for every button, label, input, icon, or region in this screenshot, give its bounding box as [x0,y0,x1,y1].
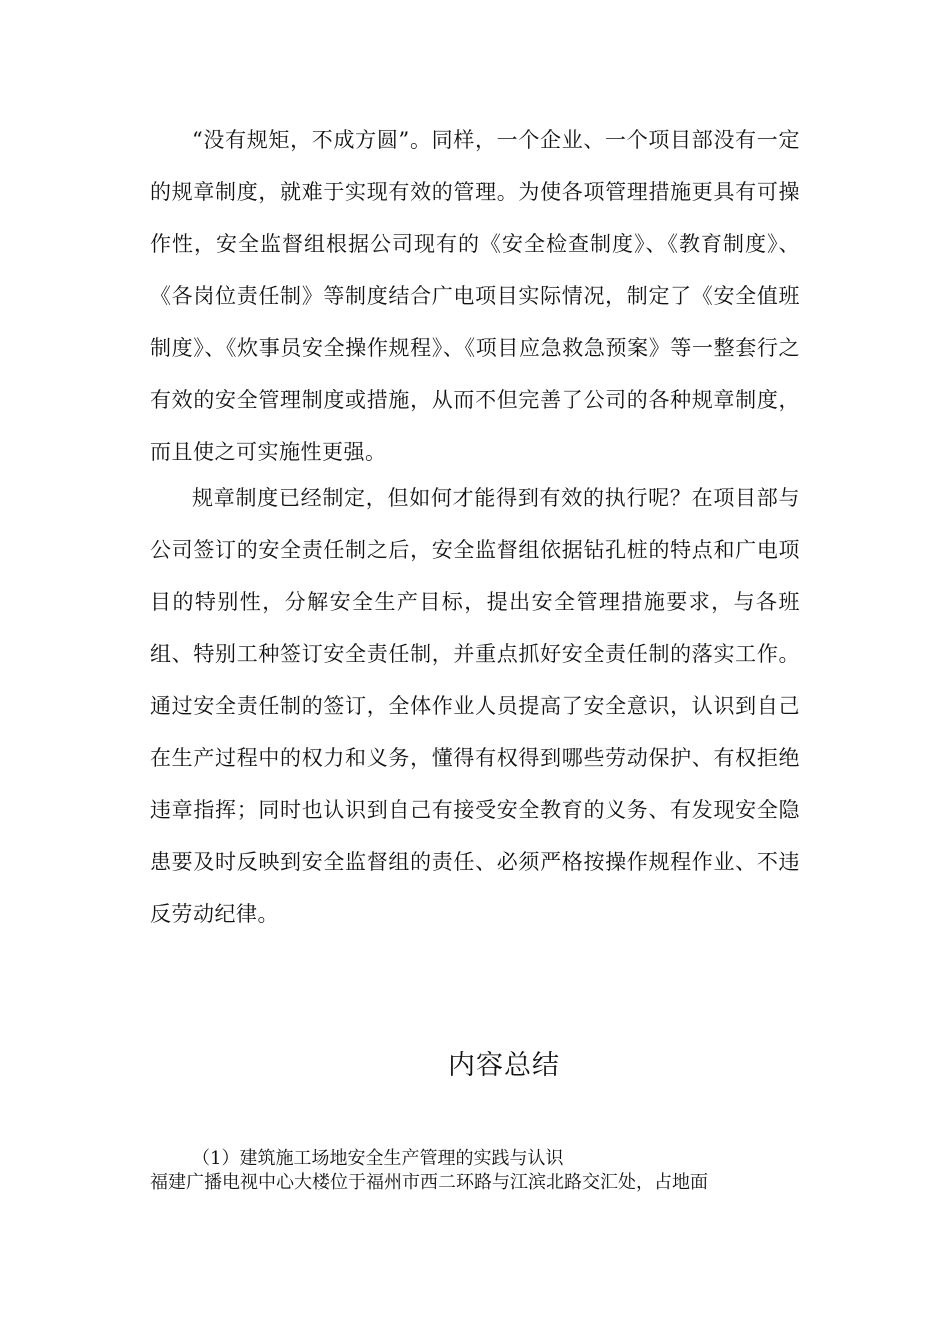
body-paragraph-2: 规章制度已经制定，但如何才能得到有效的执行呢？在项目部与公司签订的安全责任制之后，安全监督组依据钻孔桩的特点和广电项目的特别性，分解安全生产目标，提出安全管理措施要求，与各班组、特别工种签订安全责任制，并重点抓好安全责任制的落实工作。通过安全责任制的签订，全体作业人员提高了安全意识，认识到自己在生产过程中的权力和义务，懂得有权得到哪些劳动保护、有权拒绝违章指挥；同时也认识到自己有接受安全教育的义务、有发现安全隐患要及时反映到安全监督组的责任、必须严格按操作规程作业、不违反劳动纪律。 [150,486,800,926]
body-paragraph-1: “没有规矩，不成方圆”。同样，一个企业、一个项目部没有一定的规章制度，就难于实现有效的管理。为使各项管理措施更具有可操作性，安全监督组根据公司现有的《安全检查制度》、《教育制度》、《各岗位责任制》等制度结合广电项目实际情况，制定了《安全值班制度》、《炊事员安全操作规程》、《项目应急救急预案》等一整套行之有效的安全管理制度或措施，从而不但完善了公司的各种规章制度，而且使之可实施性更强。 [150,128,800,464]
summary-heading: （1）建筑施工场地安全生产管理的实践与认识 [192,1148,564,1169]
summary-title: 内容总结 [448,1050,560,1081]
summary-text: 福建广播电视中心大楼位于福州市西二环路与江滨北路交汇处，占地面 [150,1172,708,1193]
